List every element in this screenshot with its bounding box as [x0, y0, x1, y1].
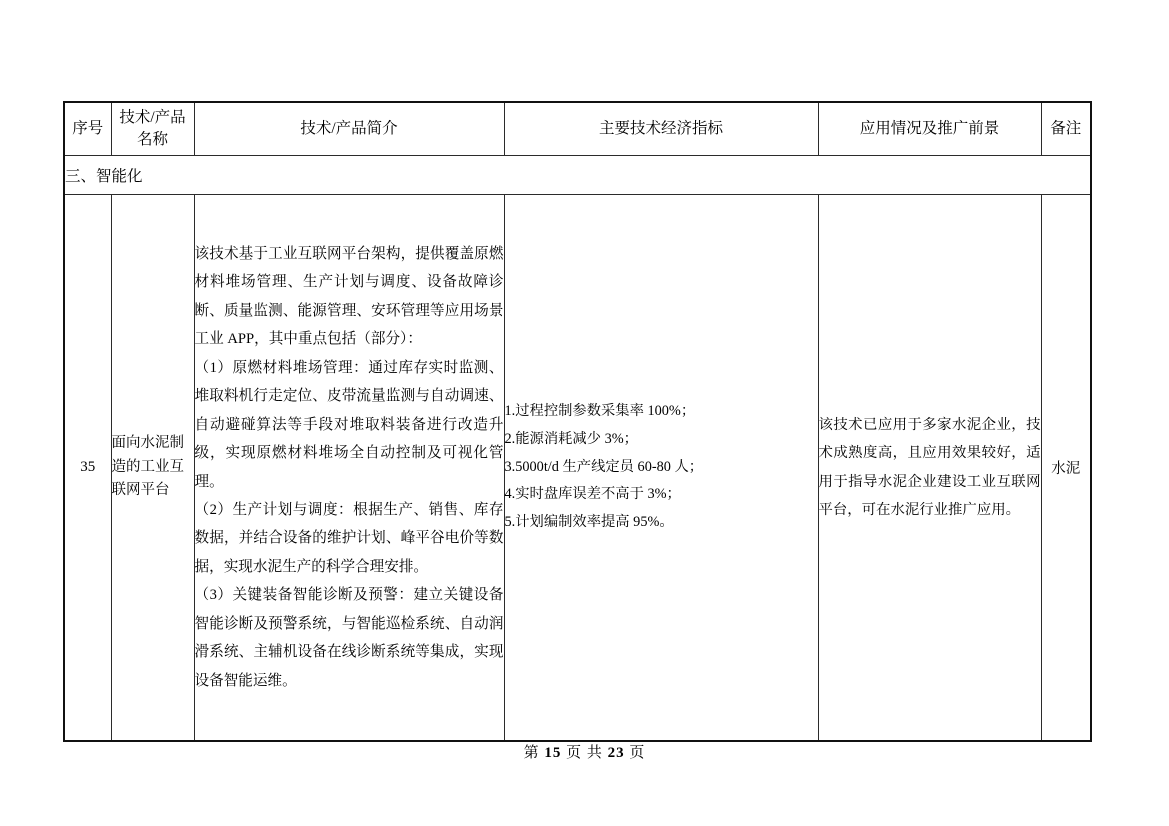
- footer-suffix: 页: [629, 745, 646, 761]
- footer-middle: 页 共: [566, 745, 603, 761]
- cell-application-prospects: [818, 195, 1041, 742]
- column-header-product-description: [194, 102, 504, 156]
- description-paragraph: （1）原燃材料堆场管理：通过库存实时监测、堆取料机行走定位、皮带流量监测与自动调速、自动避碰算法等手段对堆取料装备进行改造升级，实现原燃材料堆场全自动控制及可视化管理。: [194, 359, 504, 490]
- section-heading-intelligent: 三、智能化: [64, 156, 1091, 195]
- footer-current-page: 15: [544, 745, 562, 761]
- technology-catalog-table-container: [63, 101, 1090, 742]
- column-header-technical-indicators-label: 主要技术经济指标: [598, 119, 723, 137]
- column-header-application-prospects-label: 应用情况及推广前景: [859, 119, 1000, 137]
- column-header-serial-number: [64, 102, 111, 156]
- description-paragraph: 该技术基于工业互联网平台架构，提供覆盖原燃材料堆场管理、生产计划与调度、设备故障诊断、质量监测、能源管理、安环管理等应用场景工业 APP，其中重点包括（部分）：: [194, 245, 504, 348]
- technology-catalog-table: [63, 101, 1092, 742]
- column-header-serial-number-label: 序号: [72, 119, 104, 137]
- footer-total-pages: 23: [607, 745, 625, 761]
- column-header-product-name-line1: 技术/产品: [119, 108, 186, 126]
- description-paragraph: （2）生产计划与调度：根据生产、销售、库存数据，并结合设备的维护计划、峰平谷电价等数据，实现水泥生产的科学合理安排。: [194, 501, 504, 575]
- page-footer: [0, 741, 1169, 762]
- table-section-row: [64, 156, 1091, 195]
- column-header-technical-indicators: [504, 102, 818, 156]
- column-header-remark-label: 备注: [1050, 119, 1082, 137]
- table-header-row: [64, 102, 1091, 156]
- cell-serial-number: 35: [64, 195, 111, 742]
- cell-remark: 水泥: [1041, 195, 1091, 742]
- column-header-product-name: [111, 102, 194, 156]
- column-header-application-prospects: [818, 102, 1041, 156]
- application-paragraph: 该技术已应用于多家水泥企业，技术成熟度高，且应用效果较好，适用于指导水泥企业建设工业互联网平台，可在水泥行业推广应用。: [818, 417, 1041, 518]
- table-header: [64, 102, 1091, 156]
- cell-product-name: 面向水泥制造的工业互联网平台: [111, 195, 194, 742]
- column-header-product-name-line2: 名称: [136, 131, 168, 148]
- indicator-item: 2.能源消耗减少 3%；: [504, 430, 638, 447]
- indicator-item: 4.实时盘库误差不高于 3%；: [504, 486, 681, 503]
- table-body: [64, 156, 1091, 742]
- cell-technical-indicators: [504, 195, 818, 742]
- column-header-product-description-label: 技术/产品简介: [300, 119, 398, 137]
- indicator-item: 3.5000t/d 生产线定员 60-80 人；: [504, 458, 704, 475]
- description-paragraph: （3）关键装备智能诊断及预警：建立关键设备智能诊断及预警系统，与智能巡检系统、自动润滑系统、主辅机设备在线诊断系统等集成，实现设备智能运维。: [194, 587, 504, 689]
- footer-prefix: 第: [523, 745, 540, 761]
- indicator-item: 1.过程控制参数采集率 100%；: [504, 402, 696, 419]
- table-row: [64, 195, 1091, 742]
- cell-product-description: [194, 195, 504, 742]
- indicator-item: 5.计划编制效率提高 95%。: [504, 514, 674, 531]
- column-header-remark: [1041, 102, 1091, 156]
